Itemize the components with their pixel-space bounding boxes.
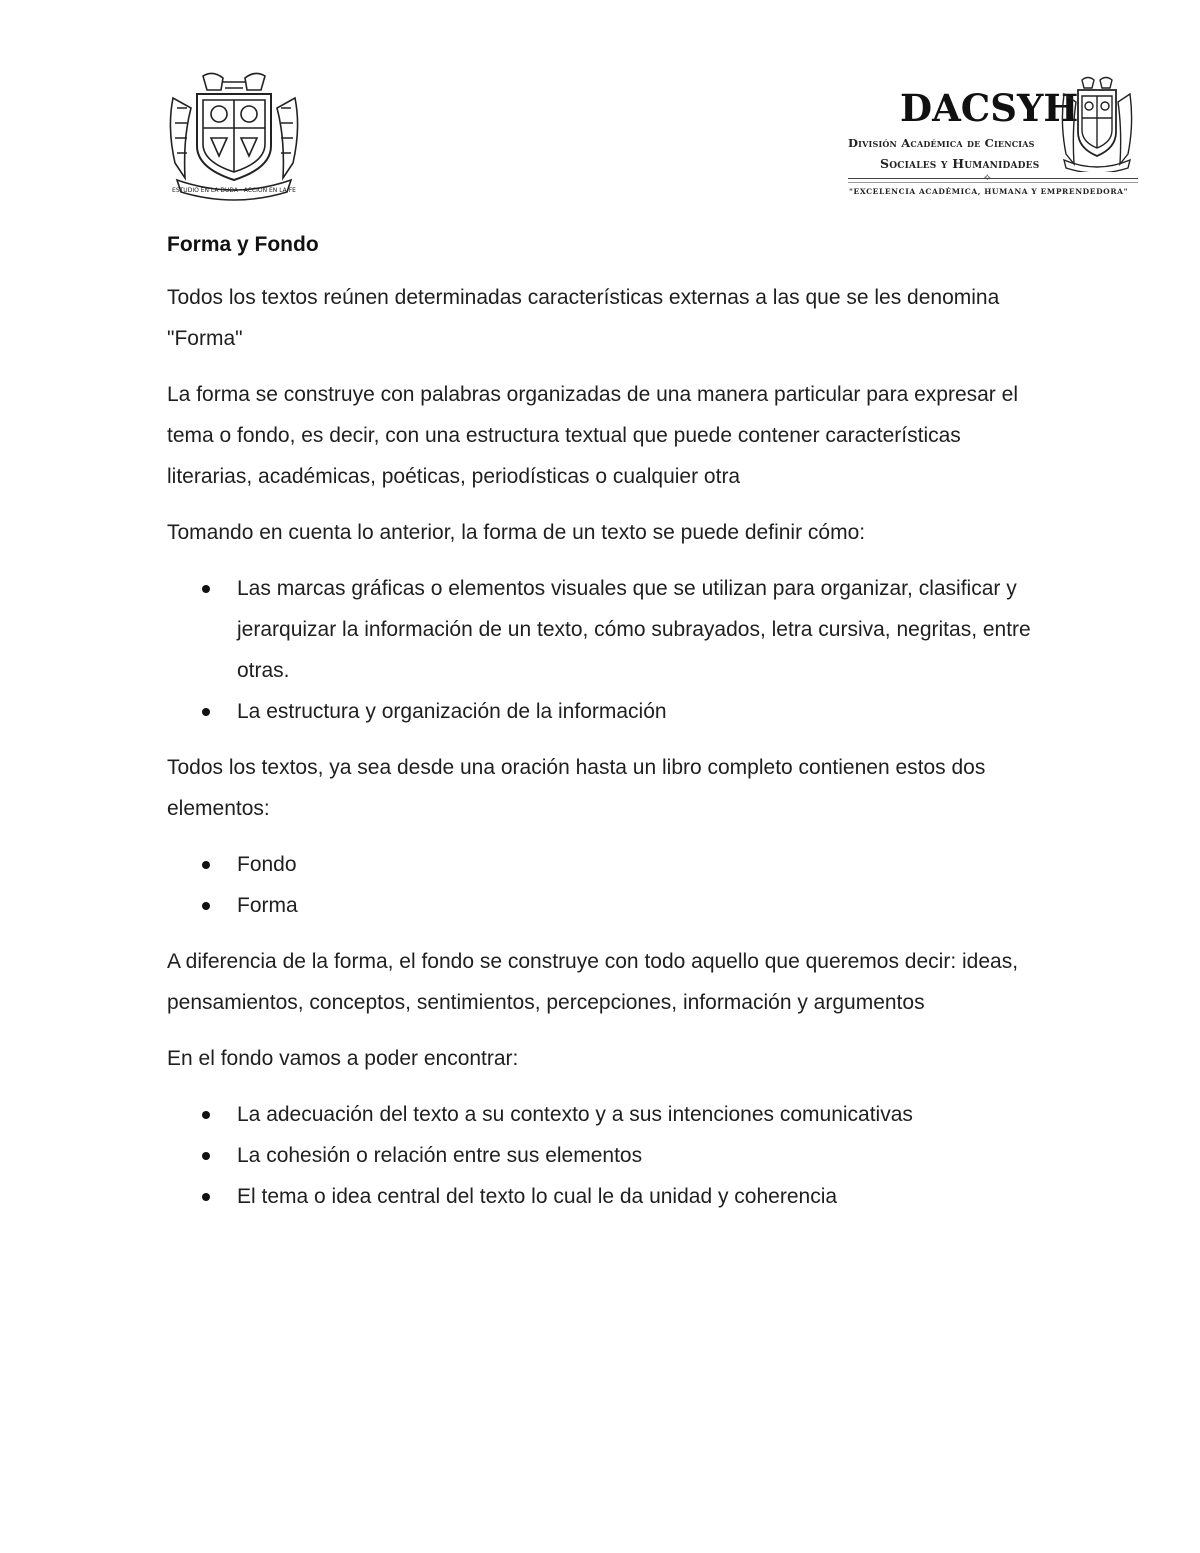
list-item: Las marcas gráficas o elementos visuales que se utilizan para organizar, clasificar y jerarquizar la información de un texto, cómo subrayados, letra cursiva, negritas, entre otras. <box>167 568 1047 691</box>
list-item: La estructura y organización de la información <box>167 691 1047 732</box>
logo-divider-thin <box>848 182 1138 183</box>
dacsyh-subtitle-line1: División Académica de Ciencias <box>848 136 1035 150</box>
list-item: Forma <box>167 885 1047 926</box>
document-title: Forma y Fondo <box>167 233 319 256</box>
paragraph-4: Todos los textos, ya sea desde una oración hasta un libro completo contienen estos dos elementos: <box>167 756 986 820</box>
list-item: La adecuación del texto a su contexto y a sus intenciones comunicativas <box>167 1094 1047 1135</box>
dacsyh-logo-title: DACSYH <box>900 86 1079 130</box>
ornament-icon: ⟡ <box>984 172 991 183</box>
list-item: El tema o idea central del texto lo cual le da unidad y coherencia <box>167 1176 1047 1217</box>
paragraph-6: En el fondo vamos a poder encontrar: <box>167 1047 519 1070</box>
paragraph-5: A diferencia de la forma, el fondo se construye con todo aquello que queremos decir: ideas, pensamientos, conceptos, sentimientos, percepciones, información y argumentos <box>167 950 1019 1014</box>
bullet-list-forma <box>167 568 1047 732</box>
university-coat-of-arms-logo <box>163 68 305 204</box>
paragraph-1: Todos los textos reúnen determinadas características externas a las que se les denomina "Forma" <box>167 286 1000 350</box>
bullet-list-fondo <box>167 1094 1047 1217</box>
list-item: La cohesión o relación entre sus elementos <box>167 1135 1047 1176</box>
dacsyh-motto: "EXCELENCIA ACADÉMICA, HUMANA Y EMPRENDEDORA" <box>849 187 1129 196</box>
list-item: Fondo <box>167 844 1047 885</box>
dacsyh-seal-logo <box>1058 74 1136 172</box>
bullet-list-elements <box>167 844 1047 926</box>
paragraph-3: Tomando en cuenta lo anterior, la forma de un texto se puede definir cómo: <box>167 521 866 544</box>
dacsyh-subtitle-line2: Sociales y Humanidades <box>880 156 1040 171</box>
document-body <box>167 228 1047 1232</box>
svg-text:ESTUDIO EN LA DUDA · ACCION EN: ESTUDIO EN LA DUDA · ACCION EN LA FE <box>172 187 296 194</box>
paragraph-2: La forma se construye con palabras organizadas de una manera particular para expresar el tema o fondo, es decir, con una estructura textual que puede contener características literarias, académicas, poéticas, periodísticas o cualquier otra <box>167 383 1018 488</box>
logo-divider <box>848 178 1138 179</box>
